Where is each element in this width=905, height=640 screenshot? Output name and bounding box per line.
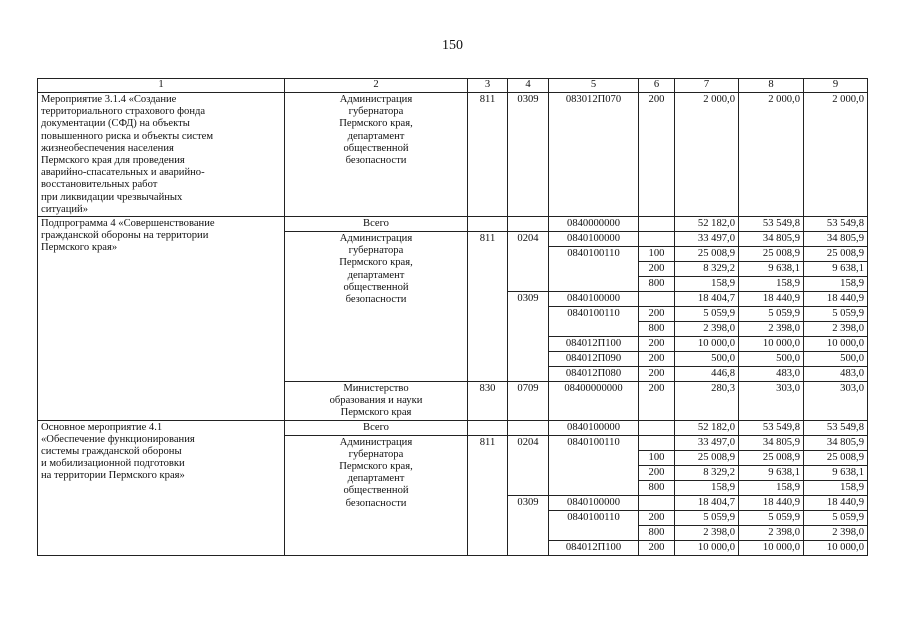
executor-total: Всего	[285, 217, 468, 232]
event-description-line: жизнеобеспечения населения	[41, 142, 174, 154]
grbs-code	[468, 420, 508, 435]
e314-col7: 2 000,0	[675, 93, 739, 217]
vr-code	[639, 217, 675, 232]
executor-line: департамент	[347, 473, 405, 485]
header-row	[38, 79, 868, 93]
executor-line: губернатора	[348, 448, 404, 460]
event-description-line: ситуаций»	[41, 203, 89, 215]
target-code: 0840100110	[549, 510, 639, 540]
vr-code: 800	[639, 277, 675, 292]
event-description-line: восстановительных работ	[41, 179, 158, 191]
e41-row-col9: 158,9	[804, 480, 868, 495]
vr-code: 100	[639, 450, 675, 465]
p4-total-col9: 53 549,8	[804, 217, 868, 232]
p4-row-col8: 18 440,9	[739, 292, 804, 307]
e41-row-col9: 9 638,1	[804, 465, 868, 480]
p4-row-col7: 158,9	[675, 277, 739, 292]
grbs-code: 811	[468, 93, 508, 217]
executor-total: Всего	[285, 420, 468, 435]
vr-code: 200	[639, 307, 675, 322]
e41-row-col8: 5 059,9	[739, 510, 804, 525]
event-description-line: Мероприятие 3.1.4 «Создание	[41, 94, 177, 105]
executor-line: Пермского края,	[339, 118, 413, 130]
section-code: 0309	[508, 93, 549, 217]
e41-row-col8: 10 000,0	[739, 540, 804, 555]
p4-row-col7: 446,8	[675, 367, 739, 382]
event-3-1-4-description	[38, 93, 285, 217]
vr-code: 200	[639, 382, 675, 421]
executor-cell	[285, 93, 468, 217]
p4-row-col7: 25 008,9	[675, 247, 739, 262]
e41-row-col8: 25 008,9	[739, 450, 804, 465]
p4-row-col7: 10 000,0	[675, 337, 739, 352]
vr-code: 200	[639, 367, 675, 382]
e41-row-col8: 34 805,9	[739, 435, 804, 450]
grbs-code: 811	[468, 435, 508, 555]
event-description-line: Пермского края»	[41, 242, 118, 254]
col-header-1: 1	[38, 79, 285, 93]
target-code: 0840100110	[549, 435, 639, 495]
col-header-2: 2	[285, 79, 468, 93]
vr-code	[639, 435, 675, 450]
section-code	[508, 420, 549, 435]
section-code: 0204	[508, 232, 549, 292]
section-code: 0709	[508, 382, 549, 421]
vr-code: 200	[639, 262, 675, 277]
grbs-code: 811	[468, 232, 508, 382]
table-row	[38, 93, 868, 217]
e41-row-col7: 158,9	[675, 480, 739, 495]
executor-line: департамент	[347, 130, 405, 142]
e41-row-col7: 18 404,7	[675, 495, 739, 510]
p4-row-col7: 500,0	[675, 352, 739, 367]
p4-row-col9: 9 638,1	[804, 262, 868, 277]
p4-row-col9: 2 398,0	[804, 322, 868, 337]
section-code: 0204	[508, 435, 549, 495]
col-header-9: 9	[804, 79, 868, 93]
executor-line: губернатора	[348, 106, 404, 118]
executor-line: безопасности	[345, 294, 407, 306]
e41-row-col7: 10 000,0	[675, 540, 739, 555]
col-header-4: 4	[508, 79, 549, 93]
executor-line: общественной	[343, 281, 409, 293]
p4-row-col8: 25 008,9	[739, 247, 804, 262]
executor-line: образования и науки	[329, 395, 423, 407]
executor-line: Администрация	[339, 233, 413, 245]
event-description-line: на территории Пермского края»	[41, 470, 185, 482]
event-description-line: и мобилизационной подготовки	[41, 458, 185, 470]
col-header-5: 5	[549, 79, 639, 93]
p4-row-col9: 5 059,9	[804, 307, 868, 322]
target-code: 0840100000	[549, 495, 639, 510]
p4-row-col9: 10 000,0	[804, 337, 868, 352]
section-code: 0309	[508, 292, 549, 382]
e41-row-col7: 33 497,0	[675, 435, 739, 450]
executor-line: Пермского края,	[339, 461, 413, 473]
event-description-line: Пермского края для проведения	[41, 155, 185, 167]
p4-row-col8: 158,9	[739, 277, 804, 292]
e41-row-col8: 158,9	[739, 480, 804, 495]
vr-code: 100	[639, 247, 675, 262]
target-code: 08400000000	[549, 382, 639, 421]
table-row	[38, 420, 868, 435]
executor-ministry	[285, 382, 468, 421]
target-code: 0840100000	[549, 292, 639, 307]
vr-code: 800	[639, 322, 675, 337]
p4-row-col7: 2 398,0	[675, 322, 739, 337]
executor-line: общественной	[343, 142, 409, 154]
target-code: 084012П100	[549, 540, 639, 555]
e41-row-col9: 2 398,0	[804, 525, 868, 540]
target-code: 084012П080	[549, 367, 639, 382]
e41-total-col9: 53 549,8	[804, 420, 868, 435]
vr-code: 200	[639, 465, 675, 480]
target-code: 0840100110	[549, 247, 639, 292]
e41-total-col8: 53 549,8	[739, 420, 804, 435]
section-code	[508, 217, 549, 232]
vr-code: 800	[639, 480, 675, 495]
p4-row-col8: 34 805,9	[739, 232, 804, 247]
target-code: 0840100000	[549, 420, 639, 435]
e41-row-col8: 18 440,9	[739, 495, 804, 510]
target-code: 083012П070	[549, 93, 639, 217]
target-code: 0840100000	[549, 232, 639, 247]
e41-row-col9: 34 805,9	[804, 435, 868, 450]
col-header-3: 3	[468, 79, 508, 93]
e41-row-col7: 2 398,0	[675, 525, 739, 540]
p4-row-col9: 25 008,9	[804, 247, 868, 262]
p4-description	[38, 217, 285, 421]
vr-code	[639, 420, 675, 435]
vr-code: 200	[639, 540, 675, 555]
e41-total-col7: 52 182,0	[675, 420, 739, 435]
event-description-line: Подпрограмма 4 «Совершенствование	[41, 218, 215, 230]
p4-ministry-col9: 303,0	[804, 382, 868, 421]
vr-code	[639, 232, 675, 247]
executor-line: Администрация	[339, 94, 413, 105]
e41-row-col9: 10 000,0	[804, 540, 868, 555]
p4-row-col9: 158,9	[804, 277, 868, 292]
e41-row-col7: 8 329,2	[675, 465, 739, 480]
p4-row-col9: 34 805,9	[804, 232, 868, 247]
col-header-8: 8	[739, 79, 804, 93]
p4-row-col7: 18 404,7	[675, 292, 739, 307]
p4-row-col8: 9 638,1	[739, 262, 804, 277]
e314-col8: 2 000,0	[739, 93, 804, 217]
executor-line: безопасности	[345, 155, 407, 167]
e41-row-col8: 9 638,1	[739, 465, 804, 480]
e41-row-col7: 25 008,9	[675, 450, 739, 465]
e314-col9: 2 000,0	[804, 93, 868, 217]
p4-total-col7: 52 182,0	[675, 217, 739, 232]
executor-line: Администрация	[339, 436, 413, 448]
target-code: 084012П100	[549, 337, 639, 352]
executor-line: департамент	[347, 269, 405, 281]
event-description-line: аварийно-спасательных и аварийно-	[41, 167, 205, 179]
grbs-code: 830	[468, 382, 508, 421]
vr-code	[639, 495, 675, 510]
table-row	[38, 217, 868, 232]
p4-row-col8: 2 398,0	[739, 322, 804, 337]
budget-table	[37, 78, 868, 556]
e41-row-col7: 5 059,9	[675, 510, 739, 525]
target-code: 0840000000	[549, 217, 639, 232]
vr-code: 200	[639, 510, 675, 525]
executor-cell	[285, 435, 468, 555]
executor-line: безопасности	[345, 497, 407, 509]
e41-description	[38, 420, 285, 555]
p4-row-col9: 500,0	[804, 352, 868, 367]
target-code: 084012П090	[549, 352, 639, 367]
executor-cell	[285, 232, 468, 382]
executor-line: Министерство	[343, 383, 409, 395]
p4-row-col9: 483,0	[804, 367, 868, 382]
p4-row-col8: 5 059,9	[739, 307, 804, 322]
col-header-6: 6	[639, 79, 675, 93]
e41-row-col9: 25 008,9	[804, 450, 868, 465]
p4-row-col9: 18 440,9	[804, 292, 868, 307]
event-description-line: документации (СФД) на объекты	[41, 118, 190, 130]
p4-row-col8: 10 000,0	[739, 337, 804, 352]
event-description-line: Основное мероприятие 4.1	[41, 421, 163, 433]
p4-ministry-col8: 303,0	[739, 382, 804, 421]
e41-row-col8: 2 398,0	[739, 525, 804, 540]
event-description-line: при ликвидации чрезвычайных	[41, 191, 183, 203]
page-number: 150	[442, 38, 463, 53]
event-description-line: территориального страхового фонда	[41, 106, 206, 118]
p4-row-col7: 8 329,2	[675, 262, 739, 277]
p4-row-col8: 483,0	[739, 367, 804, 382]
col-header-7: 7	[675, 79, 739, 93]
grbs-code	[468, 217, 508, 232]
event-description-line: повышенного риска и объекты систем	[41, 130, 214, 142]
executor-line: губернатора	[348, 245, 404, 257]
executor-line: Пермского края,	[339, 257, 413, 269]
vr-code: 200	[639, 337, 675, 352]
section-code: 0309	[508, 495, 549, 555]
p4-total-col8: 53 549,8	[739, 217, 804, 232]
vr-code	[639, 292, 675, 307]
e41-row-col9: 5 059,9	[804, 510, 868, 525]
p4-ministry-col7: 280,3	[675, 382, 739, 421]
p4-row-col7: 5 059,9	[675, 307, 739, 322]
vr-code: 200	[639, 93, 675, 217]
e41-row-col9: 18 440,9	[804, 495, 868, 510]
target-code: 0840100110	[549, 307, 639, 337]
event-description-line: системы гражданской обороны	[41, 446, 182, 458]
p4-row-col8: 500,0	[739, 352, 804, 367]
vr-code: 800	[639, 525, 675, 540]
event-description-line: «Обеспечение функционирования	[41, 433, 195, 445]
vr-code: 200	[639, 352, 675, 367]
executor-line: Пермского края	[340, 407, 412, 419]
event-description-line: гражданской обороны на территории	[41, 230, 209, 242]
executor-line: общественной	[343, 485, 409, 497]
p4-row-col7: 33 497,0	[675, 232, 739, 247]
